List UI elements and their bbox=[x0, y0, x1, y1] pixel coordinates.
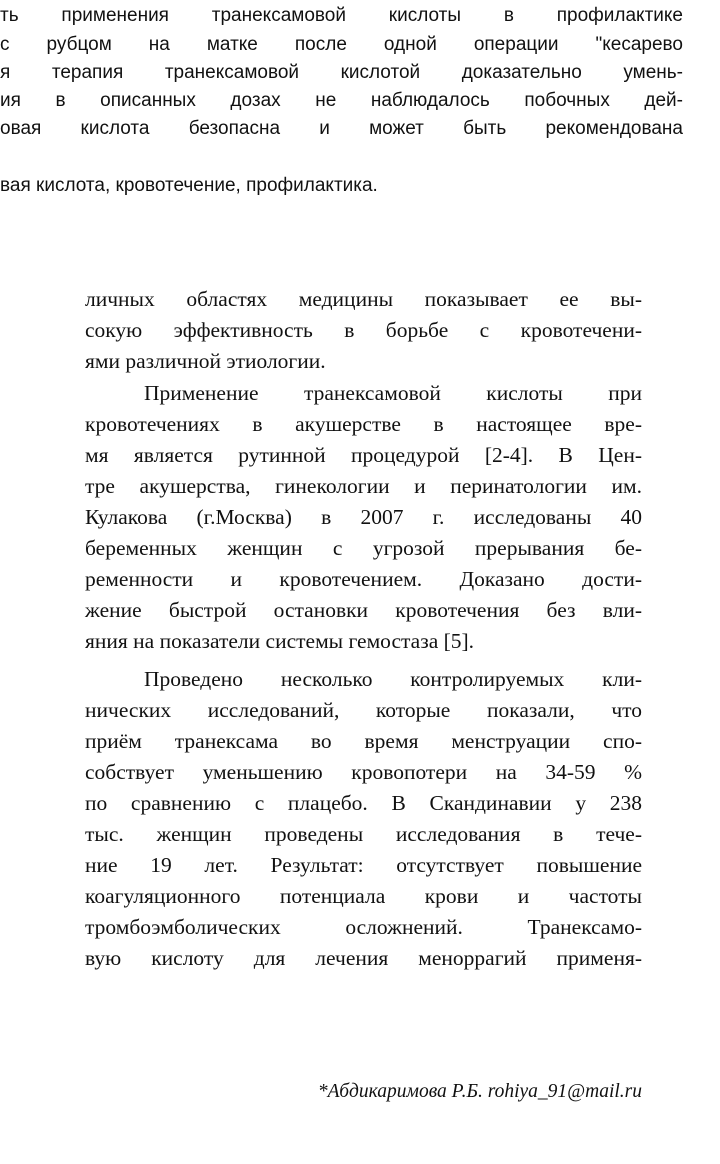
body-line: ременности и кровотечением. Доказано дости- bbox=[85, 567, 642, 591]
abstract-line: ия в описанных дозах не наблюдалось побочных дей- bbox=[0, 90, 683, 111]
body-line: тромбоэмболических осложнений. Транексамо- bbox=[85, 915, 642, 939]
body-line: личных областях медицины показывает ее вы- bbox=[85, 287, 642, 311]
abstract-line: ть применения транексамовой кислоты в профилактике bbox=[0, 5, 683, 26]
keywords-line: вая кислота, кровотечение, профилактика. bbox=[0, 175, 378, 196]
abstract-line: с рубцом на матке после одной операции "кесарево bbox=[0, 34, 683, 55]
body-line: Проведено несколько контролируемых кли- bbox=[144, 667, 642, 691]
body-line: нических исследований, которые показали, что bbox=[85, 698, 642, 722]
body-line: яния на показатели системы гемостаза [5]. bbox=[85, 629, 475, 653]
body-line: приём транексама во время менструации спо- bbox=[85, 729, 642, 753]
body-line: Применение транексамовой кислоты при bbox=[144, 381, 642, 405]
body-line: мя является рутинной процедурой [2-4]. В Цен- bbox=[85, 443, 642, 467]
body-line: коагуляционного потенциала крови и частоты bbox=[85, 884, 642, 908]
body-line: тре акушерства, гинекологии и перинатологии им. bbox=[85, 474, 642, 498]
author-footnote: *Абдикаримова Р.Б. rohiya_91@mail.ru bbox=[317, 1081, 642, 1102]
body-line: Кулакова (г.Москва) в 2007 г. исследованы 40 bbox=[85, 505, 642, 529]
body-line: вую кислоту для лечения меноррагий применя- bbox=[85, 946, 642, 970]
abstract-line: я терапия транексамовой кислотой доказательно умень- bbox=[0, 62, 683, 83]
body-line: беременных женщин с угрозой прерывания бе- bbox=[85, 536, 642, 560]
body-line: ние 19 лет. Результат: отсутствует повышение bbox=[85, 853, 642, 877]
body-line: кровотечениях в акушерстве в настоящее вре- bbox=[85, 412, 642, 436]
body-line: тыс. женщин проведены исследования в тече- bbox=[85, 822, 642, 846]
body-line: собствует уменьшению кровопотери на 34-59 % bbox=[85, 760, 642, 784]
body-line: ями различной этиологии. bbox=[85, 349, 326, 373]
body-line: сокую эффективность в борьбе с кровотечени- bbox=[85, 318, 642, 342]
body-line: по сравнению с плацебо. В Скандинавии у 238 bbox=[85, 791, 642, 815]
abstract-line: овая кислота безопасна и может быть рекомендована bbox=[0, 118, 683, 139]
body-line: жение быстрой остановки кровотечения без вли- bbox=[85, 598, 642, 622]
